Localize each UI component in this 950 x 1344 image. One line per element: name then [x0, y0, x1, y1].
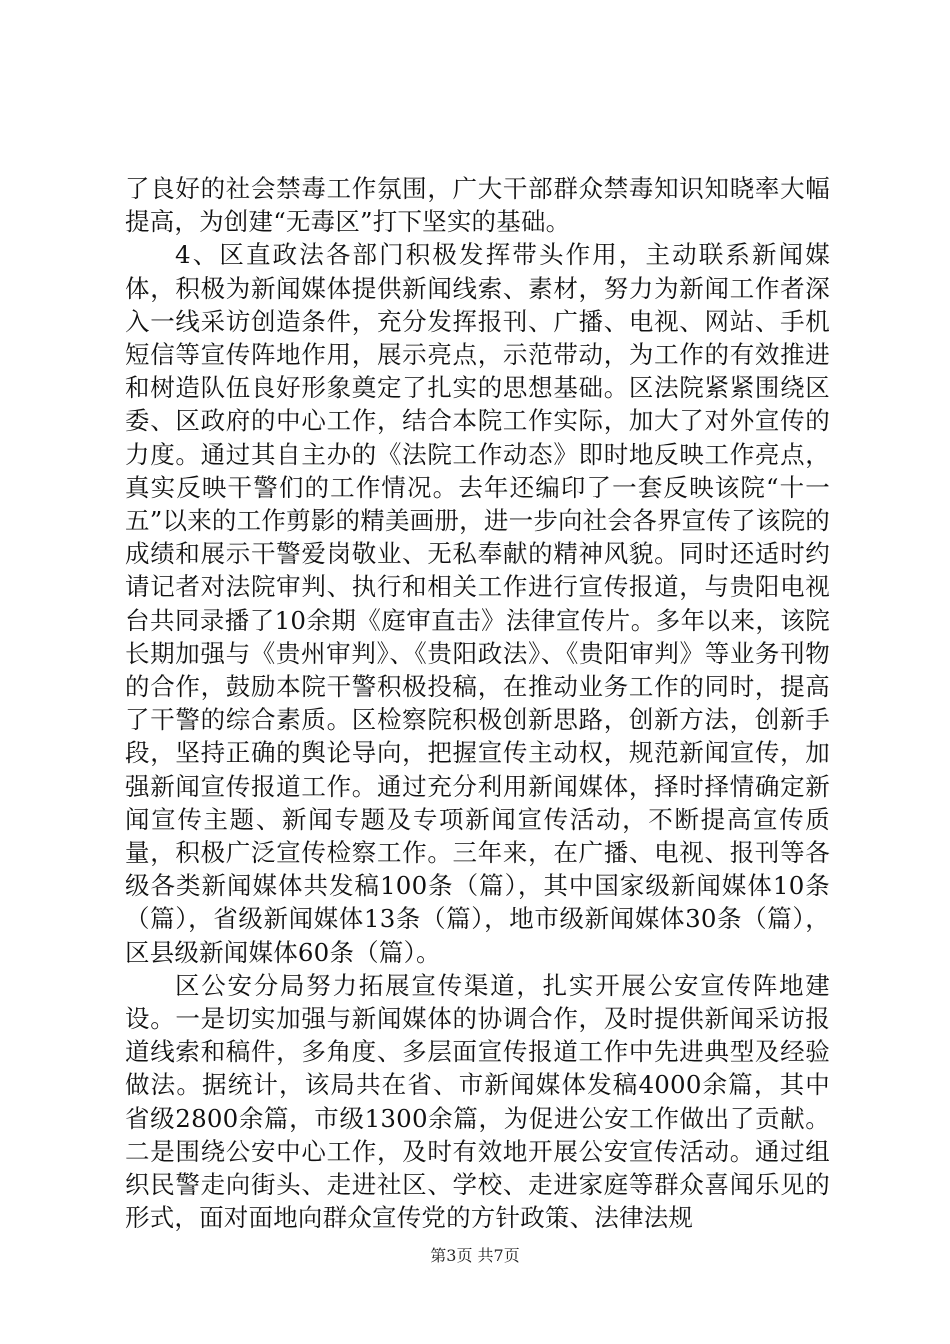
page-footer: 第3页 共7页	[430, 1246, 520, 1265]
paragraph-1: 了良好的社会禁毒工作氛围，广大干部群众禁毒知识知晓率大幅提高，为创建“无毒区”打下坚实的基础。	[125, 174, 830, 237]
paragraph-3: 区公安分局努力拓展宣传渠道，扎实开展公安宣传阵地建设。一是切实加强与新闻媒体的协调合作，及时提供新闻采访报道线索和稿件，多角度、多层面宣传报道工作中先进典型及经验做法。据统计，该局共在省、市新闻媒体发稿4000余篇，其中省级2800余篇，市级1300余篇，为促进公安工作做出了贡献。二是围绕公安中心工作，及时有效地开展公安宣传活动。通过组织民警走向街头、走进社区、学校、走进家庭等群众喜闻乐见的形式，面对面地向群众宣传党的方针政策、法律法规	[125, 970, 830, 1233]
paragraph-2: 4、区直政法各部门积极发挥带头作用，主动联系新闻媒体，积极为新闻媒体提供新闻线索、素材，努力为新闻工作者深入一线采访创造条件，充分发挥报刊、广播、电视、网站、手机短信等宣传阵地作用，展示亮点，示范带动，为工作的有效推进和树造队伍良好形象奠定了扎实的思想基础。区法院紧紧围绕区委、区政府的中心工作，结合本院工作实际，加大了对外宣传的力度。通过其自主办的《法院工作动态》即时地反映工作亮点，真实反映干警们的工作情况。去年还编印了一套反映该院“十一五”以来的工作剪影的精美画册，进一步向社会各界宣传了该院的成绩和展示干警爱岗敬业、无私奉献的精神风貌。同时还适时约请记者对法院审判、执行和相关工作进行宣传报道，与贵阳电视台共同录播了10余期《庭审直击》法律宣传片。多年以来，该院长期加强与《贵州审判》、《贵阳政法》、《贵阳审判》等业务刊物的合作，鼓励本院干警积极投稿，在推动业务工作的同时，提高了干警的综合素质。区检察院积极创新思路，创新方法，创新手段，坚持正确的舆论导向，把握宣传主动权，规范新闻宣传，加强新闻宣传报道工作。通过充分利用新闻媒体，择时择情确定新闻宣传主题、新闻专题及专项新闻宣传活动，不断提高宣传质量，积极广泛宣传检察工作。三年来，在广播、电视、报刊等各级各类新闻媒体共发稿100条（篇），其中国家级新闻媒体10条（篇），省级新闻媒体13条（篇），地市级新闻媒体30条（篇），区县级新闻媒体60条（篇）。	[125, 240, 830, 967]
document-body	[125, 172, 830, 1235]
